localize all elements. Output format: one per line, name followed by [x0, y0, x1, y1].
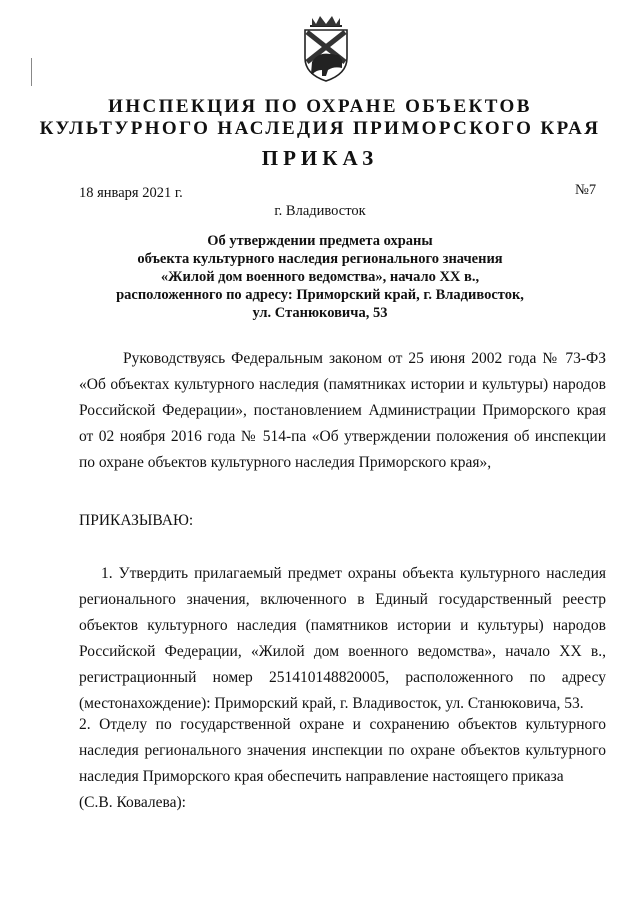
subject-line: Об утверждении предмета охраны [207, 233, 433, 249]
order-date: 18 января 2021 г. [79, 185, 183, 201]
subject-line: расположенного по адресу: Приморский край, г. Владивосток, [116, 287, 524, 303]
order-item-2-text: 2. Отделу по государственной охране и сохранению объектов культурного наследия регионального значения инспекции по охране объектов культурного наследия Приморского края обеспечить направление настоящего приказа [79, 716, 606, 785]
coat-of-arms-icon [300, 12, 352, 84]
orders-keyword: ПРИКАЗЫВАЮ: [79, 512, 194, 529]
inspection-name-line1: ИНСПЕКЦИЯ ПО ОХРАНЕ ОБЪЕКТОВ [108, 96, 532, 117]
order-subject-heading [0, 232, 640, 322]
scan-margin-mark [31, 58, 32, 86]
document-type-title: ПРИКАЗ [261, 146, 379, 170]
subject-line: ул. Станюковича, 53 [252, 305, 388, 321]
subject-line: «Жилой дом военного ведомства», начало XX в., [160, 269, 480, 285]
subject-line: объекта культурного наследия регионального значения [137, 251, 503, 267]
inspection-name-line2: КУЛЬТУРНОГО НАСЛЕДИЯ ПРИМОРСКОГО КРАЯ [39, 118, 601, 139]
order-item-2-contact: (С.В. Ковалева): [79, 794, 186, 811]
order-number: №7 [575, 182, 597, 198]
order-city: г. Владивосток [274, 203, 366, 219]
order-item-1: 1. Утвердить прилагаемый предмет охраны объекта культурного наследия регионального значения, включенного в Единый государственный реестр объектов культурного наследия (памятников истории и культуры) народов Российской Федерации, «Жилой дом военного ведомства», начало XX в., регистрационный номер 251410148820005, расположенного по адресу (местонахождение): Приморский край, г. Владивосток, ул. Станюковича, 53. [79, 565, 606, 712]
preamble-paragraph: Руководствуясь Федеральным законом от 25 июня 2002 года № 73-ФЗ «Об объектах культурного наследия (памятниках истории и культуры) народов Российской Федерации», постановлением Администрации Приморского края от 02 ноября 2016 года № 514-па «Об утверждении положения об инспекции по охране объектов культурного наследия Приморского края», [79, 350, 606, 471]
order-item-2 [79, 712, 606, 816]
